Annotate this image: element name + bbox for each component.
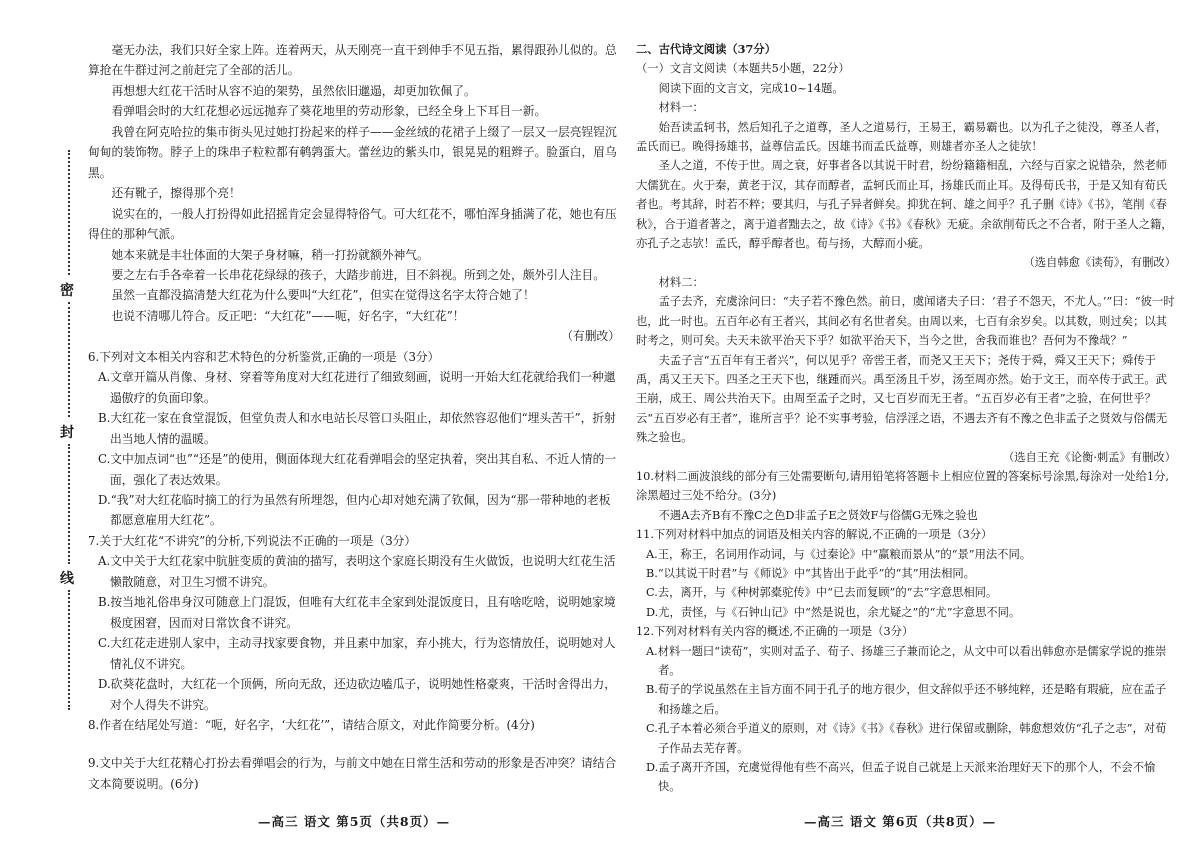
question-6-option-a: A.文章开篇从肖像、身材、穿着等角度对大红花进行了细致刻画，说明一开始大红花就给我们一种邋遢傲疗的负面印象。 [98, 370, 616, 405]
question-11-option-b: B.“以其说干时君”与《师说》中“其皆出于此乎”的“其”用法相同。 [646, 566, 975, 580]
material-1-label: 材料一： [658, 101, 704, 115]
page-5 [88, 0, 620, 848]
story-source-note: （有删改） [561, 329, 620, 344]
page-6 [636, 0, 1176, 848]
story-paragraph: 我曾在阿克哈拉的集市街头见过她打扮起来的样子——金丝绒的花裙子上缀了一层又一层亮锃锃沉甸甸的装饰物。脖子上的珠串子粒粒都有鹌鹑蛋大。蕾丝边的紫头巾，银晃晃的粗辫子。脸蛋白，眉乌黑。 [88, 124, 617, 180]
material-1-paragraph: 始吾读孟轲书，然后知孔子之道尊，圣人之道易行，王易王，霸易霸也。以为孔子之徒没，尊圣人者，孟氏而已。晚得扬雄书，益尊信孟氏。因雄书而孟氏益尊，则雄者亦圣人之徒欤！ [636, 120, 1167, 154]
story-paragraph: 说实在的，一般人打扮得如此招摇肯定会显得特俗气。可大红花不，哪怕浑身插满了花，她也有压得住的那种气派。 [88, 206, 617, 242]
question-12-option-b: B.荀子的学说虽然在主旨方面不同于孔子的地方很少，但文辞似乎还不够纯粹，还是略有瑕疵，应在孟子和扬雄之后。 [646, 683, 1167, 716]
story-paragraph: 她本来就是丰壮体面的大架子身材嘛，稍一打扮就额外神气。 [111, 247, 429, 262]
story-paragraph: 还有靴子，擦得那个亮！ [111, 186, 241, 201]
story-paragraph: 也说不清哪儿符合。反正吧：“大红花”——呃，好名字，“大红花”！ [111, 308, 465, 323]
question-7-option-d: D.砍葵花盘时，大红花一个顶俩，所向无敌，还边砍边嗑瓜子，说明她性格豪爽，干活时舍得出力，对个人得失不讲究。 [98, 677, 616, 712]
question-11-option-c: C.去，离开，与《种树郭橐驼传》中“已去而复顾”的“去”字意思相同。 [646, 586, 998, 600]
question-12-option-c: C.孔子本着必须合乎道义的原则，对《诗》《书》《春秋》进行保留或删除，韩愈想效仿“孔子之志”，对荀子作品去芜存菁。 [646, 722, 1167, 755]
question-7-option-c: C.大红花走进别人家中，主动寻找家要食物，并且素中加家，弃小挑大，行为恣情放任，说明她对人情礼仪不讲究。 [98, 636, 616, 671]
material-1-source: （选自韩愈《读荀》，有删改） [1023, 256, 1176, 270]
story-paragraph: 虽然一直都没搞清楚大红花为什么要叫“大红花”，但实在觉得这名字太符合她了！ [111, 288, 535, 303]
material-2-paragraph: 孟子去齐，充虞涂问曰：“夫子若不豫色然。前日，虞闻诸夫子曰：‘君子不怨天，不尤人。’”曰：“彼一时也，此一时也。五百年必有王者兴，其间必有名世者矣。由周以来，七百有余岁矣。以其数，则过矣；以其时考之，则可矣。夫天未欲平治天下乎？如欲平治天下，当今之世，舍我而谁也？吾何为不豫哉？” [636, 295, 1175, 348]
subsection-heading: （一）文言文阅读（本题共5小题，22分） [636, 62, 850, 76]
story-paragraph: 再想想大红花干活时从容不迫的架势，虽然依旧邋遢，却更加钦佩了。 [111, 83, 476, 98]
seal-dotted-line [68, 302, 70, 417]
question-6-option-c: C.文中加点词“也”“还是”的使用，侧面体现大红花看弹唱会的坚定执着，突出其自私、不近人情的一面，强化了表达效果。 [98, 452, 617, 487]
question-10-sentence: 不遇A去齐B有不豫C之色D非孟子E之贤效F与俗儒G无殊之验也 [658, 508, 978, 522]
margin-seal-line [58, 150, 80, 710]
question-11-stem: 11.下列对材料中加点的词语及相关内容的解说,不正确的一项是（3分） [636, 528, 993, 542]
material-2-source: （选自王充《论衡·刺孟》有删改） [1002, 450, 1176, 464]
question-7-option-a: A.文中关于大红花家中肮脏变质的黄油的描写，表明这个家庭长期没有生火做饭，也说明大红花生活懒散随意，对卫生习惯不讲究。 [98, 554, 616, 589]
seal-char-mi: 密 [60, 283, 74, 299]
reading-instruction: 阅读下面的文言文，完成10~14题。 [658, 81, 844, 95]
question-10-stem: 10.材料二画波浪线的部分有三处需要断句,请用铅笔将答题卡上相应位置的答案标号涂黑,每涂对一处给1分,涂黑超过三处不给分。(3分) [636, 469, 1169, 503]
page-footer: —高三 语文 第5页（共8页）— [258, 814, 451, 829]
material-2-label: 材料二： [658, 275, 704, 289]
section-heading: 二、古代诗文阅读（37分） [636, 42, 776, 56]
question-7-stem: 7.关于大红花“不讲究”的分析,下列说法不正确的一项是（3分） [88, 533, 417, 548]
question-12-option-a: A.材料一题曰“读荀”，实则对孟子、荀子、扬雄三子兼而论之，从文中可以看出韩愈亦是儒家学说的推崇者。 [646, 644, 1167, 677]
seal-char-xian: 线 [60, 571, 74, 587]
question-12-stem: 12.下列对材料有关内容的概述,不正确的一项是（3分） [636, 625, 914, 639]
question-6-stem: 6.下列对文本相关内容和艺术特色的分析鉴赏,正确的一项是（3分） [88, 349, 440, 364]
story-paragraph: 毫无办法，我们只好全家上阵。连着两天，从天刚亮一直干到伸手不见五指，累得跟孙儿似的。总算抢在牛群过河之前赶完了全部的活儿。 [88, 43, 617, 78]
question-9: 9.文中关于大红花精心打扮去看弹唱会的行为，与前文中她在日常生活和劳动的形象是否冲突？请结合文本简要说明。(6分) [88, 756, 617, 791]
question-11-option-d: D.尤，责怪，与《石钟山记》中“然是说也，余尤疑之”的“尤”字意思不同。 [646, 605, 1021, 619]
question-6-option-b: B.大红花一家在食堂混饭，但堂负责人和水电站长尽管口头阻止，却依然容忍他们“埋头苦干”，折射出当地人情的温暖。 [98, 411, 616, 446]
story-paragraph: 要之左右手各牵着一长串花花绿绿的孩子，大踏步前进，目不斜视。所到之处，颇外引人注目。 [111, 267, 605, 282]
question-6-option-d: D.“我”对大红花临时摘工的行为虽然有所埋怨，但内心却对她充满了钦佩，因为“那一带种地的老板都愿意雇用大红花”。 [98, 492, 611, 528]
material-1-paragraph: 圣人之道，不传于世。周之衰，好事者各以其说干时君，纷纷籍籍相乱，六经与百家之说错杂，然老师大儒犹在。火于秦，黄老于汉，其存而醇者，孟轲氏而止耳，扬雄氏而止耳。及得荀氏书，于是又知有荀氏者也。考其辞，时若不粹；要其归，与孔子异者鲜矣。抑犹在轲、雄之间乎？孔子删《诗》《书》，笔削《春秋》，合于道者著之，离于道者黜去之，故《诗》《书》《春秋》无疵。余欲削荀氏之不合者，附于圣人之籍，亦孔子之志欤！孟氏，醇乎醇者也。荀与扬，大醇而小疵。 [636, 159, 1173, 251]
seal-char-feng: 封 [60, 425, 74, 441]
page-footer: —高三 语文 第6页（共8页）— [804, 814, 997, 829]
seal-dotted-line [68, 444, 70, 564]
question-12-option-d: D.孟子离开齐国，充虞觉得他有些不高兴，但孟子说自己就是上天派来治理好天下的那个人，不会不愉快。 [646, 761, 1156, 794]
question-7-option-b: B.按当地礼俗串身汉可随意上门混饭，但唯有大红花丰全家到处混饭度日，且有啥吃啥，说明她家境极度困窘，因而对日常饮食不讲究。 [98, 595, 616, 630]
story-paragraph: 看弹唱会时的大红花想必远远抛弃了葵花地里的劳动形象，已经全身上下耳目一新。 [111, 104, 547, 119]
seal-dotted-line [68, 150, 70, 275]
question-8: 8.作者在结尾处写道：“呃，好名字，‘大红花’”，请结合原文，对此作简要分析。(4分) [88, 717, 535, 732]
question-11-option-a: A.王，称王，名词用作动词，与《过秦论》中“赢粮而景从”的“景”用法不同。 [646, 547, 1032, 561]
seal-dotted-line [68, 590, 70, 710]
material-2-paragraph: 夫孟子言“五百年有王者兴”，何以见乎？帝喾王者，而尧又王天下；尧传于舜，舜又王天下；舜传于禹，禹又王天下。四圣之王天下也，继踵而兴。禹至汤且千岁，汤至周亦然。始于文王，而卒传于武王。武王崩，成王、周公共治天下。由周至孟子之时，又七百岁而无王者。“五百岁必有王者”之验，在何世乎？云“五百岁必有王者”，谁所言乎？论不实事考验，信浮淫之语，不遇去齐有不豫之色非孟子之贤效与俗儒无殊之验也。 [636, 353, 1168, 445]
